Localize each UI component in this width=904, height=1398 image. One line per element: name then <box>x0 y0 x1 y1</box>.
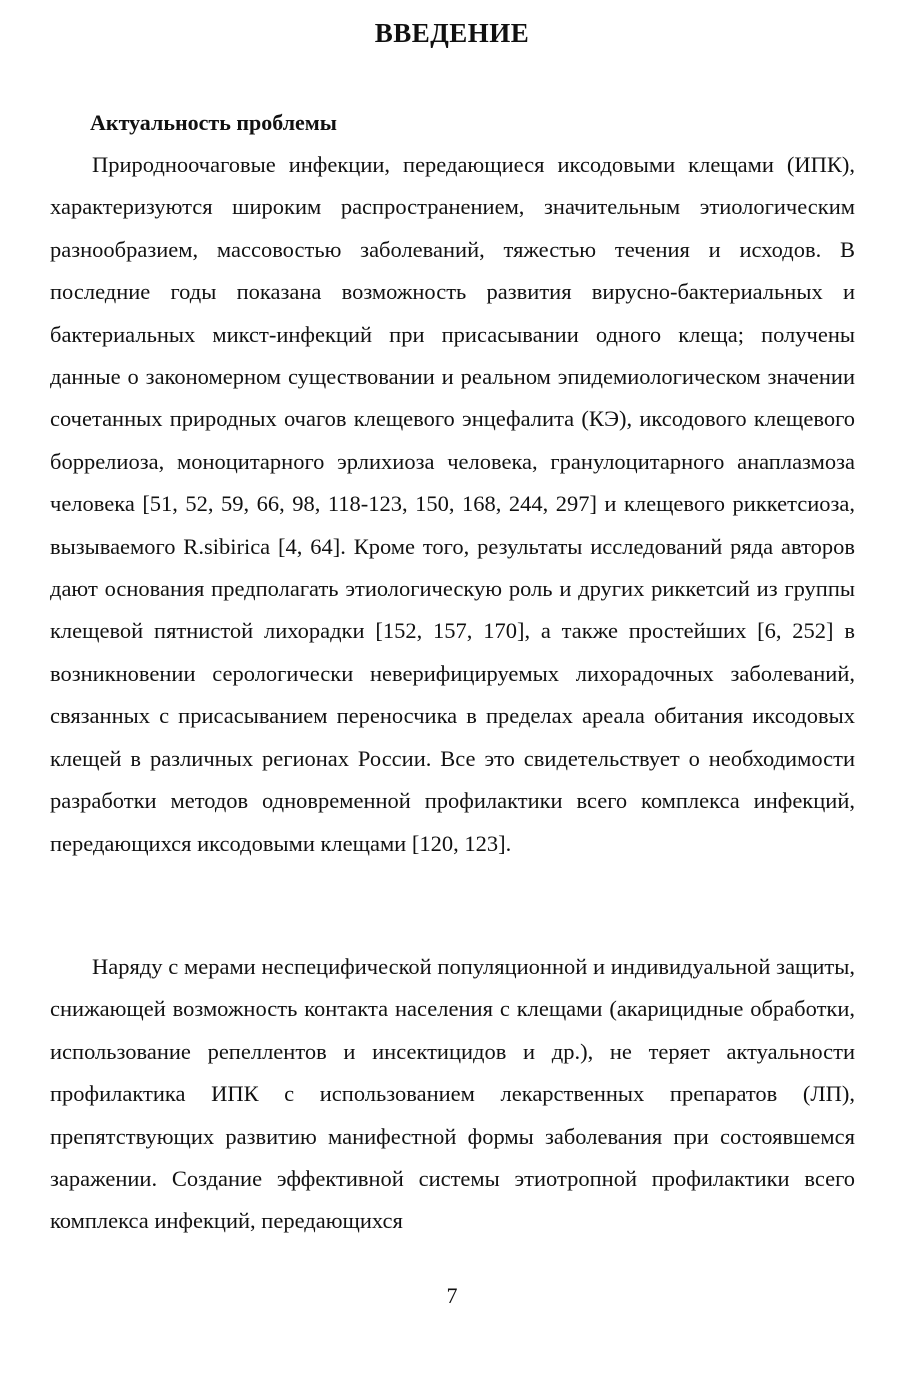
paragraph-2: Наряду с мерами неспецифической популяционной и индивидуальной защиты, снижающей возможность контакта населения с клещами (акарицидные обработки, использование репеллентов и инсектицидов и др.), не теряет актуальности профилактика ИПК с использованием лекарственных препаратов (ЛП), препятствующих развитию манифестной формы заболевания при состоявшемся заражении. Создание эффективной системы этиотропной профилактики всего комплекса инфекций, передающихся <box>50 954 855 1234</box>
paragraph-1: Природноочаговые инфекции, передающиеся иксодовыми клещами (ИПК), характеризуются широким распространением, значительным этиологическим разнообразием, массовостью заболеваний, тяжестью течения и исходов. В последние годы показана возможность развития вирусно-бактериальных и бактериальных микст-инфекций при присасывании одного клеща; получены данные о закономерном существовании и реальном эпидемиологическом значении сочетанных природных очагов клещевого энцефалита (КЭ), иксодового клещевого боррелиоза, моноцитарного эрлихиоза человека, гранулоцитарного анаплазмоза человека [51, 52, 59, 66, 98, 118-123, 150, 168, 244, 297] и клещевого риккетсиоза, вызываемого R.sibirica [4, 64]. Кроме того, результаты исследований ряда авторов дают основания предполагать этиологическую роль и других риккетсий из группы клещевой пятнистой лихорадки [152, 157, 170], а также простейших [6, 252] в возникновении серологически неверифицируемых лихорадочных заболеваний, связанных с присасыванием переносчика в пределах ареала обитания иксодовых клещей в различных регионах России. Все это свидетельствует о необходимости разработки методов одновременной профилактики всего комплекса инфекций, передающихся иксодовыми клещами [120, 123]. <box>50 152 855 856</box>
section-heading: Актуальность проблемы <box>90 110 337 135</box>
page-number: 7 <box>446 1283 458 1308</box>
page-title: ВВЕДЕНИЕ <box>374 18 530 48</box>
